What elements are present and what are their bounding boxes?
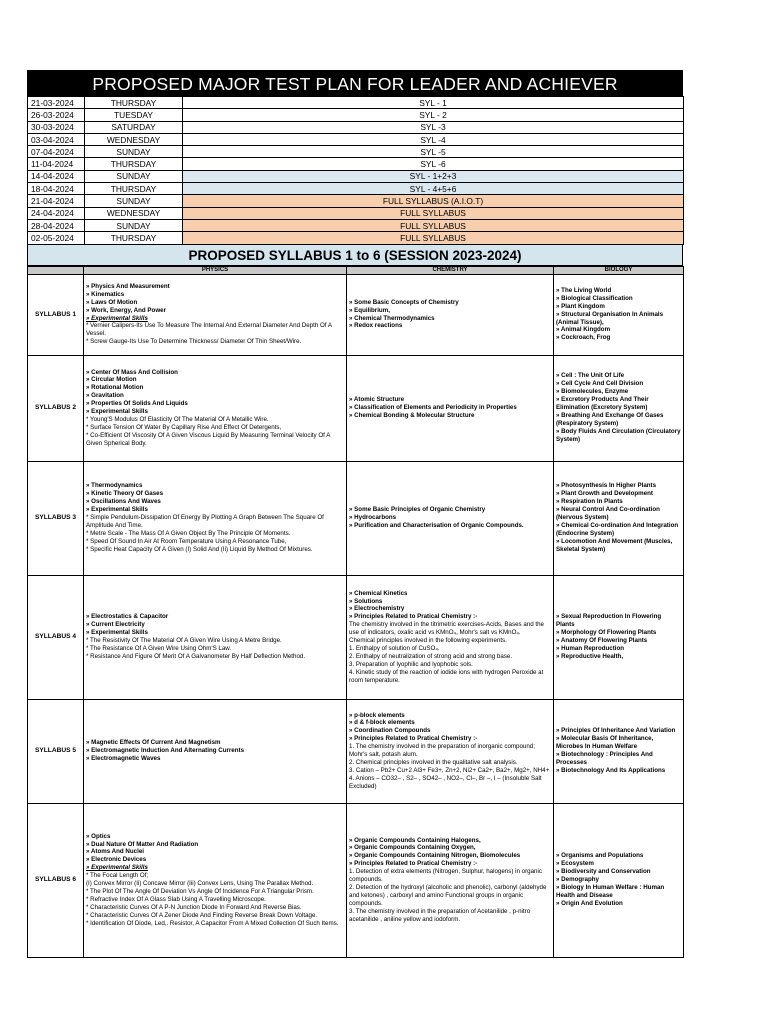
biology-topic: » Structural Organisation In Animals (Animal Tissue), [556,310,664,326]
biology-topic: » Demography [556,876,599,884]
chemistry-topics-cell [347,575,554,699]
physics-topic: * Resistance And Figure Of Merit Of A Galvanometer By Half Deflection Method. [86,652,306,660]
biology-topic: » Excretory Products And Their Elimination (Excretory System) [556,396,649,412]
schedule-syllabus: SYL - 2 [183,109,684,121]
page-title: PROPOSED MAJOR TEST PLAN FOR LEADER AND ACHIEVER [27,70,683,96]
syllabus-row [28,274,684,355]
chemistry-topic: » Hydrocarbons [349,514,397,522]
schedule-date: 26-03-2024 [28,109,85,121]
chemistry-topics-cell [347,803,554,957]
physics-topics-cell [84,274,347,355]
test-schedule-table [27,96,684,245]
chemistry-topic: 1. The chemistry involved in the preparation of inorganic compound; Mohr's salt, potash alum. [349,743,535,759]
schedule-row [28,133,684,145]
chemistry-topic: 1. Enthalpy of solution of CuSO₄. [349,644,440,652]
syllabus-row [28,699,684,803]
physics-topic: * Screw Gauge-Its Use To Determine Thickness/ Diameter Of Thin Sheet/Wire. [86,338,302,346]
schedule-date: 18-04-2024 [28,183,85,195]
header-blank [28,266,84,274]
chemistry-topic: » Chemical Thermodynamics [349,314,435,322]
biology-topic: » Animal Kingdom [556,326,611,334]
schedule-row [28,121,684,133]
schedule-row [28,170,684,182]
chemistry-topic: » Purification and Characterisation of Organic Compounds. [349,522,524,530]
physics-topic: » Experimental Skills [86,408,148,416]
schedule-row [28,109,684,121]
schedule-day: THURSDAY [85,97,183,109]
physics-topic: » Laws Of Motion [86,298,138,306]
schedule-row [28,219,684,231]
schedule-date: 24-04-2024 [28,207,85,219]
physics-topic: (I) Convex Mirror (Ii) Concave Mirror (Iii) Convex Lens, Using The Parallax Method. [86,880,314,888]
biology-topic: » Cockroach, Frog [556,334,611,342]
physics-topic: » Oscillations And Waves [86,498,161,506]
biology-topic: » Locomotion And Movement (Muscles, Skeletal System) [556,537,673,553]
header-physics: PHYSICS [84,266,347,274]
physics-topics-cell [84,575,347,699]
biology-topic: » Human Reproduction [556,644,625,652]
biology-topic: » Ecosystem [556,860,594,868]
biology-topic: » Neural Control And Co-ordination (Nervous System) [556,506,660,522]
schedule-day: WEDNESDAY [85,207,183,219]
chemistry-topics-cell [347,699,554,803]
physics-topic: » Work, Energy, And Power [86,306,166,314]
physics-topic: * Simple Pendulum-Dissipation Of Energy By Plotting A Graph Between The Square Of Amplitude And Time. [86,514,324,530]
physics-topic: * The Resistance Of A Given Wire Using Ohm'S Law. [86,644,232,652]
physics-topic: » Optics [86,832,111,840]
chemistry-topic: » Atomic Structure [349,396,405,404]
schedule-row [28,158,684,170]
physics-topics-cell [84,355,347,461]
chemistry-topic: 3. The chemistry involved in the preparation of Acetanilide , p-nitro acetanilide , aniline yellow and iodoform. [349,907,531,923]
chemistry-topic: » Coordination Compounds [349,727,431,735]
chemistry-topic: » Some Basic Concepts of Chemistry [349,298,459,306]
chemistry-topic: » Electrochemistry [349,605,405,613]
physics-topic: » Electromagnetic Induction And Alternating Currents [86,747,245,755]
biology-topic: » Chemical Co-ordination And Integration (Endocrine System) [556,522,679,537]
biology-topic: » Sexual Reproduction In Flowering Plants [556,613,662,629]
chemistry-topic: » Solutions [349,597,383,605]
physics-topic: » Experimental Skills [86,629,148,637]
test-plan-document [27,70,683,958]
biology-topic: » Origin And Evolution [556,899,623,907]
schedule-syllabus: FULL SYLLABUS [183,232,684,244]
physics-topic: * Characteristic Curves Of A P-N Junction Diode In Forward And Reverse Bias. [86,903,302,911]
schedule-row [28,146,684,158]
schedule-row [28,183,684,195]
physics-topic: * Refractive Index Of A Glass Slab Using A Travelling Microscope. [86,895,266,903]
physics-topic: » Experimental Skills [86,864,148,872]
chemistry-topic: » Classification of Elements and Periodicity in Properties [349,404,517,412]
physics-topic: * Co-Efficient Of Viscosity Of A Given Viscous Liquid By Measuring Terminal Velocity Of A Given Spherical Body. [86,431,331,447]
header-chemistry: CHEMISTRY [347,266,554,274]
schedule-row [28,195,684,207]
physics-topic: * Young'S Modulus Of Elasticity Of The Material Of A Metallic Wire. [86,415,269,423]
chemistry-topic: » Organic Compounds Containing Oxygen, [349,844,476,852]
physics-topic: » Magnetic Effects Of Current And Magnetism [86,739,221,747]
syllabus-row [28,355,684,461]
biology-topic: » Biotechnology : Principles And Processes [556,751,653,766]
schedule-date: 02-05-2024 [28,232,85,244]
physics-topic: » Thermodynamics [86,482,143,490]
schedule-day: WEDNESDAY [85,133,183,145]
biology-topic: » Biological Classification [556,294,633,302]
schedule-date: 21-03-2024 [28,97,85,109]
chemistry-topic: 4. Kinetic study of the reaction of iodide ions with hydrogen Peroxide at room temperature. [349,668,544,684]
schedule-row [28,97,684,109]
chemistry-topic: » Chemical Kinetics [349,589,408,597]
physics-topic: » Circular Motion [86,376,137,384]
chemistry-topic: 2. Chemical principles involved in the qualitative salt analysis. [349,758,518,766]
biology-topic: » Principles Of Inheritance And Variation [556,727,676,735]
schedule-syllabus: SYL -4 [183,133,684,145]
schedule-syllabus: SYL -6 [183,158,684,170]
schedule-day: THURSDAY [85,158,183,170]
chemistry-topic: 1. Detection of extra elements (Nitrogen, Sulphur, halogens) in organic compounds. [349,868,542,884]
biology-topic: » Breathing And Exchange Of Gases (Respiratory System) [556,412,664,427]
chemistry-topic: Chemical principles involved in the following experiments. [349,637,507,645]
physics-topic: » Center Of Mass And Collision [86,368,178,376]
biology-topic: » Cell : The Unit Of Life [556,372,625,380]
biology-topic: » Biology In Human Welfare : Human Health and Disease [556,884,665,899]
biology-topics-cell [554,274,684,355]
biology-topic: » Plant Growth and Development [556,490,653,498]
schedule-day: THURSDAY [85,183,183,195]
header-biology: BIOLOGY [554,266,684,274]
biology-topic: » The Living World [556,286,612,294]
biology-topics-cell [554,461,684,575]
physics-topic: » Atoms And Nuclei [86,848,144,856]
physics-topic: * The Plot Of The Angle Of Deviation Vs Angle Of Incidence For A Triangular Prism. [86,887,314,895]
chemistry-topic: » Some Basic Principles of Organic Chemistry [349,506,486,514]
chemistry-topic: 2. Enthalpy of neutralization of strong acid and strong base. [349,652,513,660]
biology-topic: » Biomolecules, Enzyme [556,388,629,396]
schedule-day: SATURDAY [85,121,183,133]
schedule-date: 07-04-2024 [28,146,85,158]
chemistry-topics-cell [347,461,554,575]
physics-topic: » Electronic Devices [86,856,147,864]
schedule-day: THURSDAY [85,232,183,244]
schedule-syllabus: SYL -3 [183,121,684,133]
biology-topics-cell [554,575,684,699]
chemistry-topic: The chemistry involved in the titrimetric exercises-Acids, Bases and the use of indicators, oxalic acid vs KMnO₄, Mohr's salt vs KMnO₄. [349,621,544,637]
chemistry-topic: 4. Anions – CO32– , S2– , SO42– , NO2–, Cl–, Br –, I – (Insoluble Salt Excluded) [349,774,542,790]
syllabus-label: SYLLABUS 3 [28,461,84,575]
schedule-day: SUNDAY [85,146,183,158]
syllabus-section-title: PROPOSED SYLLABUS 1 to 6 (SESSION 2023-2024) [27,245,683,266]
schedule-syllabus: SYL - 1+2+3 [183,170,684,182]
biology-topic: » Biotechnology And Its Applications [556,766,666,774]
schedule-day: TUESDAY [85,109,183,121]
syllabus-row [28,575,684,699]
schedule-syllabus: FULL SYLLABUS [183,207,684,219]
syllabus-label: SYLLABUS 6 [28,803,84,957]
syllabus-label: SYLLABUS 2 [28,355,84,461]
schedule-day: SUNDAY [85,170,183,182]
physics-topic: » Kinematics [86,290,125,298]
chemistry-topics-cell [347,355,554,461]
syllabus-row [28,803,684,957]
chemistry-topic: 3. Cation – Pb2+ Cu+2 Al3+ Fe3+, Zn+2, Ni2+ Ca2+, Ba2+, Mg2+, NH4+ [349,766,550,774]
physics-topic: » Rotational Motion [86,384,144,392]
schedule-date: 30-03-2024 [28,121,85,133]
schedule-day: SUNDAY [85,195,183,207]
chemistry-topic: » Principles Related to Pratical Chemistry :- [349,860,478,868]
biology-topic: » Biodiversity and Conservation [556,868,651,876]
physics-topics-cell [84,803,347,957]
biology-topic: » Plant Kingdom [556,302,605,310]
chemistry-topic: » Organic Compounds Containing Nitrogen, Biomolecules [349,852,521,860]
schedule-syllabus: SYL -5 [183,146,684,158]
schedule-syllabus: FULL SYLLABUS [183,219,684,231]
schedule-row [28,207,684,219]
physics-topic: » Gravitation [86,392,124,400]
chemistry-topic: 2. Detection of the hydroxyl (alcoholic and phenolic), carbonyl (aldehyde and ketones) , carboxyl and amino Functional groups in organic compounds. [349,884,547,907]
schedule-date: 28-04-2024 [28,219,85,231]
schedule-date: 03-04-2024 [28,133,85,145]
physics-topic: * Speed Of Sound In Air At Room Temperature Using A Resonance Tube, [86,537,287,545]
schedule-syllabus: SYL - 4+5+6 [183,183,684,195]
physics-topic: » Experimental Skills [86,506,148,514]
chemistry-topic: » Equilibrium, [349,306,390,314]
biology-topic: » Molecular Basis Of Inheritance, Microbes In Human Welfare [556,735,654,751]
physics-topic: * Characteristic Curves Of A Zener Diode And Finding Reverse Break Down Voltage. [86,911,318,919]
chemistry-topic: » Redox reactions [349,322,403,330]
physics-topic: » Physics And Measurement [86,282,170,290]
physics-topic: » Properties Of Solids And Liquids [86,400,188,408]
physics-topic: » Electromagnetic Waves [86,755,161,763]
physics-topic: * Surface Tension Of Water By Capillary Rise And Effect Of Detergents, [86,423,282,431]
schedule-day: SUNDAY [85,219,183,231]
physics-topic: » Current Electricity [86,621,145,629]
physics-topic: * The Focal Length Of; [86,872,149,880]
biology-topic: » Morphology Of Flowering Plants [556,629,657,637]
schedule-syllabus: SYL - 1 [183,97,684,109]
biology-topic: » Reproductive Health, [556,652,624,660]
chemistry-topic: 3. Preparation of lyophilic and lyophobic sols. [349,660,473,668]
physics-topics-cell [84,461,347,575]
syllabus-row [28,461,684,575]
biology-topic: » Cell Cycle And Cell Division [556,380,644,388]
chemistry-topic: » Principles Related to Pratical Chemistry :- [349,613,478,621]
chemistry-topic: » Organic Compounds Containing Halogens, [349,836,481,844]
chemistry-topic: » Chemical Bonding & Molecular Structure [349,412,475,420]
biology-topic: » Respiration In Plants [556,498,623,506]
syllabus-header-row [28,266,684,274]
schedule-date: 11-04-2024 [28,158,85,170]
physics-topic: * The Resistivity Of The Material Of A Given Wire Using A Metre Bridge. [86,637,282,645]
schedule-date: 14-04-2024 [28,170,85,182]
biology-topic: » Body Fluids And Circulation (Circulatory System) [556,427,681,443]
physics-topic: » Electrostatics & Capacitor [86,613,169,621]
physics-topic: * Metre Scale - The Mass Of A Given Object By The Principle Of Moments. [86,529,291,537]
physics-topic: * Identification Of Diode, Led,. Resistor, A Capacitor From A Mixed Collection Of Such Items. [86,919,339,927]
biology-topics-cell [554,699,684,803]
physics-topics-cell [84,699,347,803]
schedule-date: 21-04-2024 [28,195,85,207]
physics-topic: » Dual Nature Of Matter And Radiation [86,840,199,848]
physics-topic: » Experimental Skills [86,314,148,322]
chemistry-topic: » p-block elements [349,711,405,719]
biology-topics-cell [554,803,684,957]
syllabus-label: SYLLABUS 5 [28,699,84,803]
syllabus-label: SYLLABUS 4 [28,575,84,699]
physics-topic: * Specific Heat Capacity Of A Given (I) Solid And (Ii) Liquid By Method Of Mixtures. [86,545,313,553]
biology-topic: » Anatomy Of Flowering Plants [556,637,648,645]
schedule-row [28,232,684,244]
biology-topics-cell [554,355,684,461]
biology-topic: » Organisms and Populations [556,852,644,860]
chemistry-topics-cell [347,274,554,355]
syllabus-label: SYLLABUS 1 [28,274,84,355]
physics-topic: » Kinetic Theory Of Gases [86,490,164,498]
chemistry-topic: » d & f-block elements [349,719,415,727]
syllabus-table [27,266,684,958]
physics-topic: * Vernier Calipers-Its Use To Measure The Internal And External Diameter And Depth Of A Vessel. [86,322,332,338]
biology-topic: » Photosynthesis In Higher Plants [556,482,657,490]
schedule-syllabus: FULL SYLLABUS (A.I.O.T) [183,195,684,207]
chemistry-topic: » Principles Related to Pratical Chemistry :- [349,735,478,743]
